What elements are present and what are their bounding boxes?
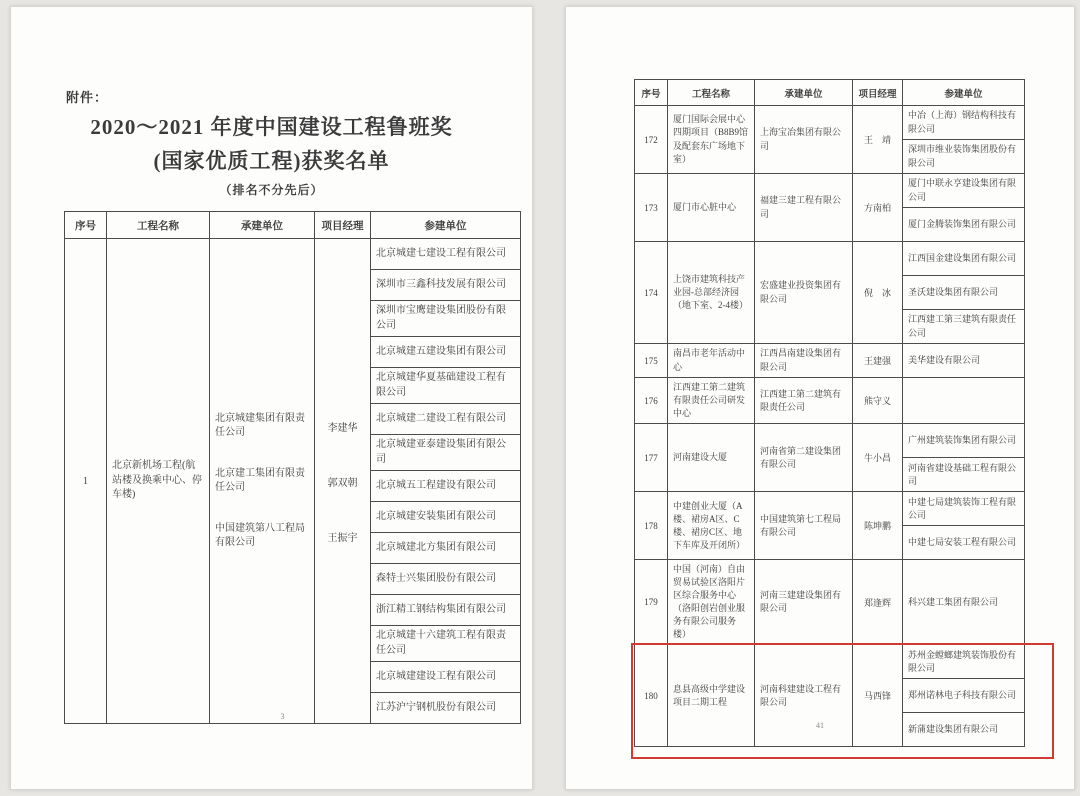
cell-serial-number: 1 [65, 239, 107, 724]
cell-participant-unit: 北京城建十六建筑工程有限责任公司 [371, 626, 521, 662]
builder-unit: 河南三建建设集团有限公司 [760, 590, 842, 614]
cell-participant-unit: 北京城建华夏基础建设工程有限公司 [371, 368, 521, 404]
builder-unit: 北京建工集团有限责任公司 [215, 467, 305, 493]
column-header: 工程名称 [107, 212, 210, 239]
cell-participant-unit: 广州建筑装饰集团有限公司 [903, 424, 1025, 458]
table-row [635, 106, 1025, 140]
attachment-label: 附件： [66, 90, 109, 105]
table-row [635, 378, 1025, 424]
cell-serial-number: 177 [635, 424, 668, 492]
cell-participant-unit: 厦门中联永亨建设集团有限公司 [903, 174, 1025, 208]
cell-project-name: 河南建设大厦 [668, 424, 755, 492]
cell-project-name: 北京新机场工程(航站楼及换乘中心、停车楼) [107, 239, 210, 724]
title-line-1: 2020～2021 年度中国建设工程鲁班奖 [90, 115, 453, 139]
builder-unit: 江西昌南建设集团有限公司 [760, 348, 842, 372]
cell-project-managers [853, 424, 903, 492]
cell-serial-number: 179 [635, 560, 668, 645]
column-header: 参建单位 [371, 212, 521, 239]
cell-project-managers [853, 174, 903, 242]
project-manager: 倪 冰 [863, 288, 891, 298]
cell-project-name: 厦门国际会展中心四期项目（B8B9馆及配套东广场地下室） [668, 106, 755, 174]
cell-project-name: 厦门市心脏中心 [668, 174, 755, 242]
cell-serial-number: 174 [635, 242, 668, 344]
cell-builder-units [755, 378, 853, 424]
cell-builder-units [755, 492, 853, 560]
cell-participant-unit: 江苏沪宁钢机股份有限公司 [371, 693, 521, 724]
cell-project-managers [853, 378, 903, 424]
project-manager: 熊守义 [863, 396, 891, 407]
column-header: 承建单位 [210, 212, 315, 239]
cell-participant-unit: 厦门金腾装饰集团有限公司 [903, 208, 1025, 242]
cell-participant-unit: 北京城建七建设工程有限公司 [371, 239, 521, 270]
cell-participant-unit: 中建七局建筑装饰工程有限公司 [903, 492, 1025, 526]
title-subtitle: （排名不分先后） [219, 183, 324, 198]
cell-builder-units [755, 174, 853, 242]
column-header: 参建单位 [903, 80, 1025, 106]
builder-unit: 江西建工第二建筑有限责任公司 [760, 388, 842, 412]
cell-participant-unit: 北京城五工程建设有限公司 [371, 471, 521, 502]
cell-participant-unit: 深圳市维业装饰集团股份有限公司 [903, 140, 1025, 174]
column-header: 项目经理 [315, 212, 371, 239]
project-manager: 马西锋 [863, 691, 891, 702]
cell-builder-units [755, 424, 853, 492]
project-manager: 方南柏 [863, 203, 891, 213]
cell-project-name: 中建创业大厦（A楼、裙房A区、C楼、裙房C区、地下车库及开闭所） [668, 492, 755, 560]
cell-participant-unit: 江西建工第三建筑有限责任公司 [903, 310, 1025, 344]
cell-participant-unit: 深圳市宝鹰建设集团股份有限公司 [371, 301, 521, 337]
cell-participant-unit: 森特士兴集团股份有限公司 [371, 564, 521, 595]
cell-builder-units [755, 242, 853, 344]
column-header: 承建单位 [755, 80, 853, 106]
builder-unit: 宏盛建业投资集团有限公司 [760, 280, 842, 304]
project-manager: 陈坤鹏 [863, 521, 891, 532]
project-manager: 郭双朝 [327, 477, 358, 489]
right-page [565, 6, 1075, 790]
cell-project-managers [853, 645, 903, 747]
project-manager: 王振宇 [327, 532, 358, 544]
cell-participant-unit: 浙江精工钢结构集团有限公司 [371, 595, 521, 626]
table-row [635, 492, 1025, 526]
builder-unit: 中国建筑第八工程局有限公司 [215, 522, 305, 548]
cell-project-name: 上饶市建筑科技产业园-总部经济园（地下室、2-4楼） [668, 242, 755, 344]
cell-project-managers [853, 560, 903, 645]
cell-participant-unit: 深圳市三鑫科技发展有限公司 [371, 270, 521, 301]
cell-participant-unit: 郑州诺林电子科技有限公司 [903, 679, 1025, 713]
column-header: 序号 [65, 212, 107, 239]
cell-participant-unit: 圣沃建设集团有限公司 [903, 276, 1025, 310]
builder-unit: 福建三建工程有限公司 [760, 195, 842, 219]
cell-project-name: 江西建工第二建筑有限责任公司研发中心 [668, 378, 755, 424]
cell-project-managers [853, 106, 903, 174]
cell-participant-unit: 北京城建安装集团有限公司 [371, 502, 521, 533]
table-row [635, 645, 1025, 679]
cell-project-name: 中国（河南）自由贸易试验区洛阳片区综合服务中心（洛阳创岩创业服务有限公司服务楼） [668, 560, 755, 645]
builder-unit: 河南科建建设工程有限公司 [760, 683, 842, 707]
document-title [11, 111, 532, 198]
cell-participant-unit: 北京城建二建设工程有限公司 [371, 404, 521, 435]
cell-project-managers [315, 239, 371, 724]
cell-participant-unit: 中冶（上海）钢结构科技有限公司 [903, 106, 1025, 140]
column-header: 项目经理 [853, 80, 903, 106]
cell-participant-unit: 苏州金螳螂建筑装饰股份有限公司 [903, 645, 1025, 679]
cell-participant-unit: 北京城建五建设集团有限公司 [371, 337, 521, 368]
cell-project-managers [853, 344, 903, 378]
table-row [635, 344, 1025, 378]
cell-serial-number: 180 [635, 645, 668, 747]
cell-builder-units [210, 239, 315, 724]
cell-builder-units [755, 344, 853, 378]
cell-serial-number: 176 [635, 378, 668, 424]
table-row [635, 174, 1025, 208]
project-manager: 郑逢辉 [863, 597, 891, 608]
cell-builder-units [755, 560, 853, 645]
page-number-left: 3 [280, 712, 285, 721]
award-table-page41 [634, 79, 1025, 747]
cell-project-managers [853, 242, 903, 344]
builder-unit: 中国建筑第七工程局有限公司 [760, 513, 842, 537]
cell-participant-unit: 江西国金建设集团有限公司 [903, 242, 1025, 276]
table-row [635, 560, 1025, 645]
table-row [635, 424, 1025, 458]
cell-participant-unit: 北京城建北方集团有限公司 [371, 533, 521, 564]
column-header: 序号 [635, 80, 668, 106]
award-table-page3 [64, 211, 521, 724]
column-header: 工程名称 [668, 80, 755, 106]
table-row [635, 242, 1025, 276]
table-row [65, 239, 521, 270]
cell-builder-units [755, 106, 853, 174]
project-manager: 王 靖 [863, 135, 891, 145]
cell-project-name: 息县高级中学建设项目二期工程 [668, 645, 755, 747]
title-line-2: (国家优质工程)获奖名单 [153, 148, 390, 173]
cell-participant-unit: 中建七局安装工程有限公司 [903, 526, 1025, 560]
cell-participant-unit: 新蒲建设集团有限公司 [903, 713, 1025, 747]
project-manager: 李建华 [327, 422, 358, 434]
cell-project-managers [853, 492, 903, 560]
page-number-right: 41 [816, 721, 824, 730]
builder-unit: 上海宝冶集团有限公司 [760, 127, 842, 151]
cell-participant-unit: 北京城建建设工程有限公司 [371, 662, 521, 693]
project-manager: 王建强 [863, 356, 891, 366]
builder-unit: 河南省第二建设集团有限公司 [760, 445, 842, 469]
cell-participant-unit [903, 378, 1025, 424]
cell-project-name: 南昌市老年活动中心 [668, 344, 755, 378]
cell-serial-number: 178 [635, 492, 668, 560]
builder-unit: 北京城建集团有限责任公司 [215, 412, 305, 438]
cell-serial-number: 175 [635, 344, 668, 378]
cell-participant-unit: 北京城建亚泰建设集团有限公司 [371, 435, 521, 471]
project-manager: 牛小昌 [863, 453, 891, 464]
table-header [65, 212, 521, 239]
left-page [10, 6, 533, 790]
table-header [635, 80, 1025, 106]
cell-serial-number: 172 [635, 106, 668, 174]
cell-serial-number: 173 [635, 174, 668, 242]
cell-participant-unit: 科兴建工集团有限公司 [903, 560, 1025, 645]
cell-builder-units [755, 645, 853, 747]
cell-participant-unit: 美华建设有限公司 [903, 344, 1025, 378]
cell-participant-unit: 河南省建设基础工程有限公司 [903, 458, 1025, 492]
